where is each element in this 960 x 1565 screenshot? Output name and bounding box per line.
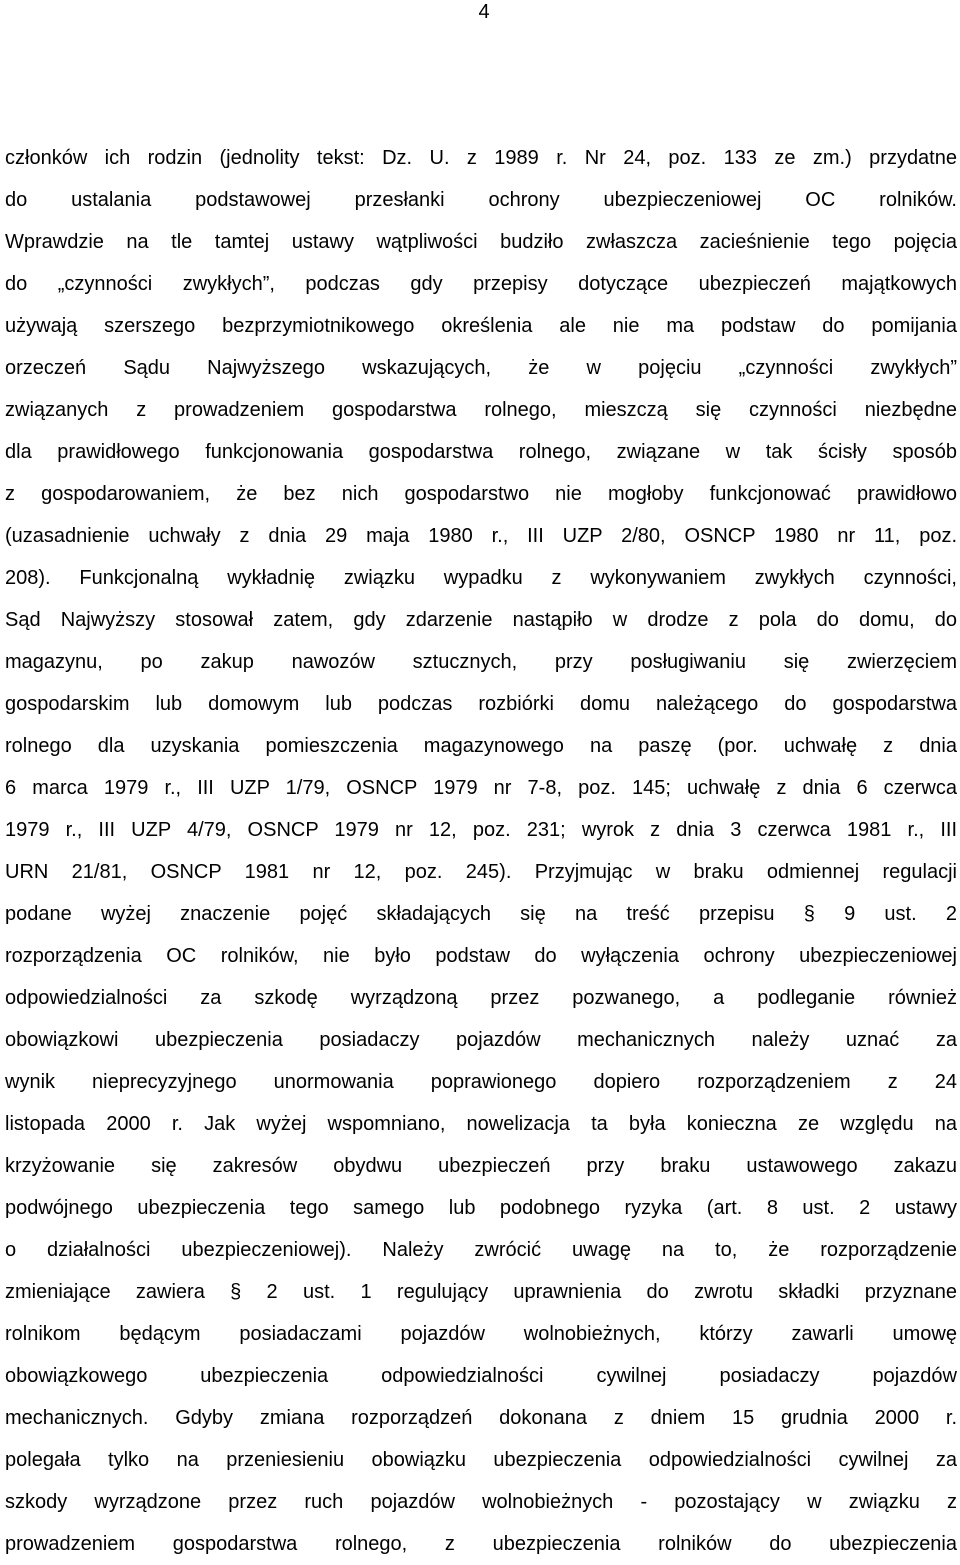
text-line: o działalności ubezpieczeniowej). Należy zwrócić uwagę na to, że rozporządzenie bbox=[5, 1239, 957, 1261]
text-line: 208). Funkcjonalną wykładnię związku wypadku z wykonywaniem zwykłych czynności, bbox=[5, 567, 957, 589]
document-body bbox=[5, 137, 957, 1565]
text-line: prowadzeniem gospodarstwa rolnego, z ubezpieczenia rolników do ubezpieczenia bbox=[5, 1533, 957, 1555]
text-line: podwójnego ubezpieczenia tego samego lub podobnego ryzyka (art. 8 ust. 2 ustawy bbox=[5, 1197, 957, 1219]
text-line: Sąd Najwyższy stosował zatem, gdy zdarzenie nastąpiło w drodze z pola do domu, do bbox=[5, 609, 957, 631]
text-line: wynik nieprecyzyjnego unormowania poprawionego dopiero rozporządzeniem z 24 bbox=[5, 1071, 957, 1093]
text-line: z gospodarowaniem, że bez nich gospodarstwo nie mogłoby funkcjonować prawidłowo bbox=[5, 483, 957, 505]
text-line: rolnikom będącym posiadaczami pojazdów wolnobieżnych, którzy zawarli umowę bbox=[5, 1323, 957, 1345]
text-line: rozporządzenia OC rolników, nie było podstaw do wyłączenia ochrony ubezpieczeniowej bbox=[5, 945, 957, 967]
text-line: (uzasadnienie uchwały z dnia 29 maja 1980 r., III UZP 2/80, OSNCP 1980 nr 11, poz. bbox=[5, 525, 957, 547]
page-number: 4 bbox=[478, 1, 490, 23]
text-line: krzyżowanie się zakresów obydwu ubezpieczeń przy braku ustawowego zakazu bbox=[5, 1155, 957, 1177]
text-line: listopada 2000 r. Jak wyżej wspomniano, nowelizacja ta była konieczna ze względu na bbox=[5, 1113, 957, 1135]
text-line: dla prawidłowego funkcjonowania gospodarstwa rolnego, związane w tak ścisły sposób bbox=[5, 441, 957, 463]
text-line: związanych z prowadzeniem gospodarstwa rolnego, mieszczą się czynności niezbędne bbox=[5, 399, 957, 421]
text-line: używają szerszego bezprzymiotnikowego określenia ale nie ma podstaw do pomijania bbox=[5, 315, 957, 337]
text-line: szkody wyrządzone przez ruch pojazdów wolnobieżnych - pozostający w związku z bbox=[5, 1491, 957, 1513]
text-line: mechanicznych. Gdyby zmiana rozporządzeń dokonana z dniem 15 grudnia 2000 r. bbox=[5, 1407, 957, 1429]
text-line: URN 21/81, OSNCP 1981 nr 12, poz. 245). Przyjmując w braku odmiennej regulacji bbox=[5, 861, 957, 883]
text-line: Wprawdzie na tle tamtej ustawy wątpliwości budziło zwłaszcza zacieśnienie tego pojęcia bbox=[5, 231, 957, 253]
text-line: zmieniające zawiera § 2 ust. 1 regulujący uprawnienia do zwrotu składki przyznane bbox=[5, 1281, 957, 1303]
text-line: podane wyżej znaczenie pojęć składających się na treść przepisu § 9 ust. 2 bbox=[5, 903, 957, 925]
text-line: 6 marca 1979 r., III UZP 1/79, OSNCP 1979 nr 7-8, poz. 145; uchwałę z dnia 6 czerwca bbox=[5, 777, 957, 799]
text-line: obowiązkowi ubezpieczenia posiadaczy pojazdów mechanicznych należy uznać za bbox=[5, 1029, 957, 1051]
text-line: obowiązkowego ubezpieczenia odpowiedzialności cywilnej posiadaczy pojazdów bbox=[5, 1365, 957, 1387]
text-line: odpowiedzialności za szkodę wyrządzoną przez pozwanego, a podleganie również bbox=[5, 987, 957, 1009]
text-line: gospodarskim lub domowym lub podczas rozbiórki domu należącego do gospodarstwa bbox=[5, 693, 957, 715]
text-line: 1979 r., III UZP 4/79, OSNCP 1979 nr 12, poz. 231; wyrok z dnia 3 czerwca 1981 r., III bbox=[5, 819, 957, 841]
text-line: rolnego dla uzyskania pomieszczenia magazynowego na paszę (por. uchwałę z dnia bbox=[5, 735, 957, 757]
text-line: polegała tylko na przeniesieniu obowiązku ubezpieczenia odpowiedzialności cywilnej za bbox=[5, 1449, 957, 1471]
text-line: magazynu, po zakup nawozów sztucznych, przy posługiwaniu się zwierzęciem bbox=[5, 651, 957, 673]
text-line: do „czynności zwykłych”, podczas gdy przepisy dotyczące ubezpieczeń majątkowych bbox=[5, 273, 957, 295]
text-line: do ustalania podstawowej przesłanki ochrony ubezpieczeniowej OC rolników. bbox=[5, 189, 957, 211]
text-line: orzeczeń Sądu Najwyższego wskazujących, że w pojęciu „czynności zwykłych” bbox=[5, 357, 957, 379]
text-line: członków ich rodzin (jednolity tekst: Dz. U. z 1989 r. Nr 24, poz. 133 ze zm.) przydatne bbox=[5, 147, 957, 169]
